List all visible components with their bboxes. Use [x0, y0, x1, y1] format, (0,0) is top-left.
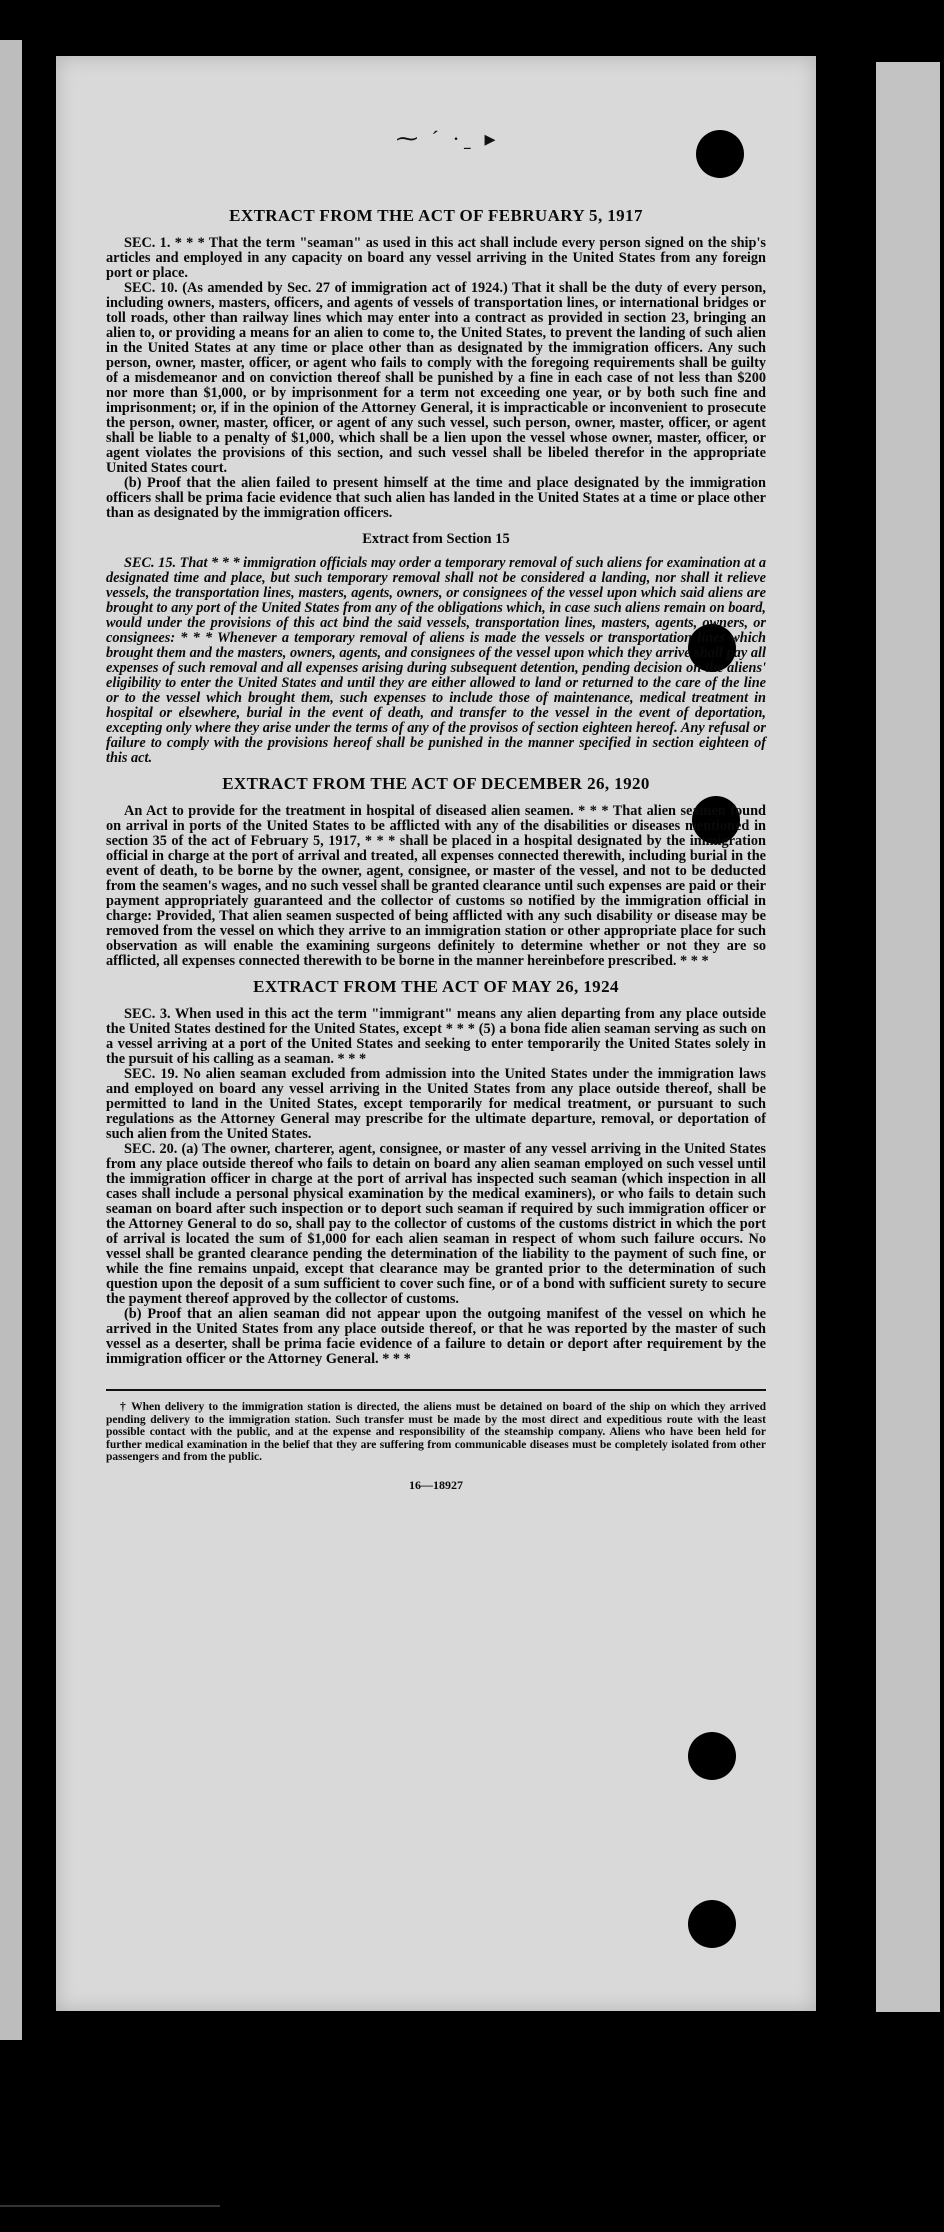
act-1924-sec3: SEC. 3. When used in this act the term "immigrant" means any alien departing from any place outside the United States destined for the United States, except * * * (5) a bona fide alien seaman serving as such on a vessel arriving at a port of the United States and seeking to enter temporarily the United States solely in the pursuit of his calling as a seaman. * * * [106, 1006, 766, 1067]
section-15-text: SEC. 15. That * * * immigration officials may order a temporary removal of such aliens for examination at a designated time and place, but such temporary removal shall not be considered a landing, nor shall it relieve vessels, the transportation lines, masters, agents, owners, or consignees of the vessel upon which said aliens are brought to any port of the United States from any of the obligations which, in case such aliens remain on board, would under the provisions of this act bind the said vessels, transportation lines, masters, agents, owners, or consignees: * * * Whenever a temporary removal of aliens is made the vessels or transportation lines which brought them and the masters, owners, agents, and consignees of the vessel upon which they arrive shall pay all expenses of such removal and all expenses arising during subsequent detention, pending decision on the aliens' eligibility to enter the United States and until they are either allowed to land or returned to the care of the line or to the vessel which brought them, such expenses to include those of maintenance, medical treatment in hospital or elsewhere, burial in the event of death, and transfer to the vessel in the event of deportation, excepting only where they arise under the terms of any of the provisos of section eighteen hereof. Any refusal or failure to comply with the provisions hereof shall be punished in the manner specified in section eighteen of this act. [106, 555, 766, 766]
footnote-divider [106, 1389, 766, 1391]
adjacent-page-left [0, 40, 22, 2040]
scan-edge-line [0, 2205, 220, 2207]
act-1924-section [106, 977, 766, 1367]
act-1917-sec10: SEC. 10. (As amended by Sec. 27 of immigration act of 1924.) That it shall be the duty of every person, including owners, masters, officers, and agents of vessels of transportation lines, or international bridges or toll roads, other than railway lines which may enter into a contract as provided in section 23, bringing an alien to, or providing a means for an alien to come to, the United States, to prevent the landing of such alien in the United States at any time or place other than as designated by the immigration officers. Any such person, owner, master, officer, or agent who fails to comply with the foregoing requirements shall be guilty of a misdemeanor and on conviction thereof shall be punished by a fine in each case of not less than $200 nor more than $1,000, or by imprisonment for a term not exceeding one year, or by both such fine and imprisonment; or, if in the opinion of the Attorney General, it is impracticable or inconvenient to prosecute the person, owner, master, officer, or agent of any such vessel, such person, owner, master, officer, or agent shall be liable to a penalty of $1,000, which shall be a lien upon the vessel whose owner, master, officer, or agent violates the provisions of this section, and such vessel shall be libeled therefor in the appropriate United States court. [106, 280, 766, 476]
act-1917-sec10b: (b) Proof that the alien failed to present himself at the time and place designated by the immigration officers shall be prima facie evidence that such alien has landed in the United States at a time or place other than as designated by the immigration officers. [106, 475, 766, 521]
punch-hole-lower [688, 1732, 736, 1780]
act-1917-heading: EXTRACT FROM THE ACT OF FEBRUARY 5, 1917 [229, 206, 643, 225]
act-1917-section [106, 206, 766, 521]
document-body [106, 206, 766, 1493]
punch-hole-bottom [688, 1900, 736, 1948]
act-1924-sec20a: SEC. 20. (a) The owner, charterer, agent, consignee, or master of any vessel arriving in the United States from any place outside thereof who fails to detain on board any alien seaman employed on such vessel until the immigration officer in charge at the port of arrival has inspected such seaman (which inspection in all cases shall include a personal physical examination by the medical examiners), or who fails to detain such seaman on board after such inspection or to deport such seaman if required by such immigration officer or the Attorney General to do so, shall pay to the collector of customs of the customs district in which the port of arrival is located the sum of $1,000 for each alien seaman in respect of whom such failure occurs. No vessel shall be granted clearance pending the determination of the liability to the payment of such fine, or while the fine remains unpaid, except that clearance may be granted prior to the determination of such question upon the deposit of a sum sufficient to cover such fine, or of a bond with sufficient surety to secure the payment thereof approved by the collector of customs. [106, 1141, 766, 1307]
section-15-heading: Extract from Section 15 [362, 531, 510, 547]
act-1924-sec20b: (b) Proof that an alien seaman did not appear upon the outgoing manifest of the vessel on which he arrived in the United States from any place outside thereof, or that he was reported by the master of such vessel as a deserter, shall be prima facie evidence of a failure to detain or deport after requirement by the immigration officer or the Attorney General. * * * [106, 1306, 766, 1367]
act-1920-text: An Act to provide for the treatment in hospital of diseased alien seamen. * * * That alien seamen found on arrival in ports of the United States to be afflicted with any of the disabilities or diseases mentioned in section 35 of the act of February 5, 1917, * * * shall be placed in a hospital designated by the immigration official in charge at the port of arrival and treated, all expenses connected therewith, including burial in the event of death, to be borne by the owner, agent, consignee, or master of the vessel, and not to be deducted from the seamen's wages, and no such vessel shall be granted clearance until such expenses are paid or their payment appropriately guaranteed and the collector of customs so notified by the immigration official in charge: Provided, That alien seamen suspected of being afflicted with any such disability or disease may be removed from the vessel on which they arrive to an immigration station or other appropriate place for such observation as will enable the examining surgeons definitely to determine whether or not they are so afflicted, all expenses connected therewith to be borne in the manner hereinbefore prescribed. * * * [106, 803, 766, 969]
punch-hole-top [696, 130, 744, 178]
act-1920-section [106, 774, 766, 969]
footnote: † When delivery to the immigration station is directed, the aliens must be detained on board of the ship on which they arrived pending delivery to the immigration station. Such transfer must be made by the most direct and expeditious route with the least possible contact with the public, and at the expense and responsibility of the steamship company. Aliens who have been held for further medical examination in the belief that they are suffering from communicable diseases must be completely isolated from other passengers and from the public. [106, 1401, 766, 1463]
act-1920-heading: EXTRACT FROM THE ACT OF DECEMBER 26, 1920 [222, 774, 650, 793]
section-15-extract [106, 531, 766, 766]
act-1924-heading: EXTRACT FROM THE ACT OF MAY 26, 1924 [253, 977, 619, 996]
adjacent-page-right [876, 62, 940, 2012]
document-page [56, 56, 816, 2011]
act-1924-sec19: SEC. 19. No alien seaman excluded from admission into the United States under the immigration laws and employed on board any vessel arriving in the United States from any place outside thereof, shall be permitted to land in the United States, except temporarily for medical treatment, or pursuant to such regulations as the Attorney General may prescribe for the ultimate departure, removal, or deportation of such alien from the United States. [106, 1066, 766, 1142]
handwritten-mark: ⁓ ˊ ·ˍ ▸ [396, 126, 500, 151]
act-1917-sec1: SEC. 1. * * * That the term "seaman" as used in this act shall include every person signed on the ship's articles and employed in any capacity on board any vessel arriving in the United States from any foreign port or place. [106, 235, 766, 281]
page-number: 16—18927 [409, 1477, 463, 1492]
